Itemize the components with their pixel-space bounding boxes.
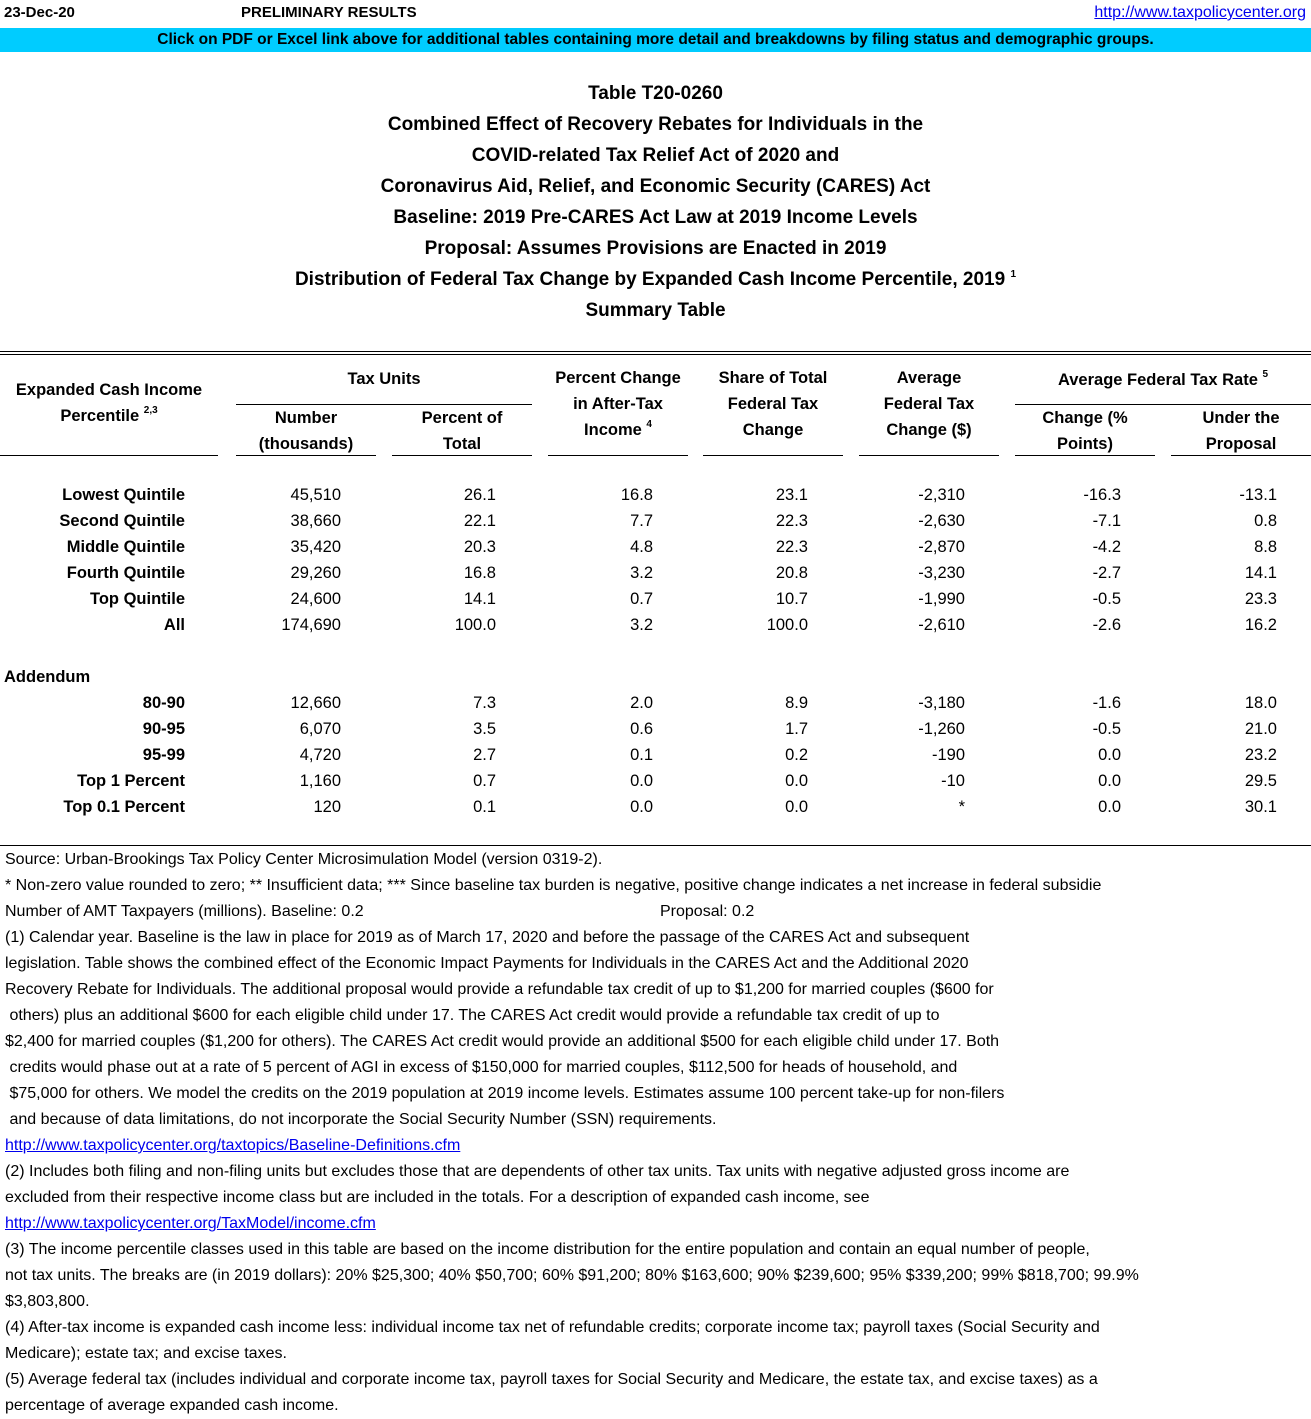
col-number-header: Number (thousands) [258,409,354,453]
cell-avg-change: * [958,798,965,816]
footnote-ref: 1 [1010,269,1017,280]
cell-share: 0.0 [785,772,808,790]
cell-pct-change: 0.0 [630,772,653,790]
cell-pct-change: 4.8 [630,538,653,556]
cell-pct-change: 16.8 [620,486,653,504]
cell-pct-total: 7.3 [473,694,496,712]
cell-rate-change: 0.0 [1098,798,1121,816]
cell-pct-total: 0.1 [473,798,496,816]
row-label: 90-95 [142,720,185,738]
col-percentile-line2: Percentile $^{2,3}$ [60,405,158,425]
underline-share [703,455,843,456]
info-banner [0,28,1311,52]
footnote-line: legislation. Table shows the combined effect of the Economic Impact Payments for Individuals in the CARES Act and the Additional 2020 [5,955,969,972]
col-avg-rate-group: Average Federal Tax Rate $^5$ [1057,369,1269,389]
cell-rate-under: 23.2 [1244,746,1277,764]
cell-pct-change: 7.7 [630,512,653,530]
cell-pct-change: 0.6 [630,720,653,738]
title-line-3: COVID-related Tax Relief Act of 2020 and [471,145,840,166]
table-row [0,535,1311,561]
cell-number: 6,070 [299,720,341,738]
cell-number: 120 [313,798,341,816]
row-label: Middle Quintile [66,538,185,556]
cell-avg-change: -2,610 [918,616,965,634]
cell-avg-change: -3,180 [918,694,965,712]
cell-pct-change: 3.2 [630,616,653,634]
table-row [0,691,1311,717]
cell-pct-change: 3.2 [630,564,653,582]
report-date: 23-Dec-20 [4,4,75,21]
header-rule-top-2 [0,354,1311,355]
col-percent-total-header: Percent of Total [421,409,503,453]
cell-rate-change: -7.1 [1092,512,1121,530]
table-bottom-rule [0,845,1311,846]
row-label: 95-99 [142,746,185,764]
cell-rate-change: -4.2 [1092,538,1121,556]
income-definition-link[interactable]: http://www.taxpolicycenter.org/TaxModel/income.cfm [5,1215,376,1232]
cell-avg-change: -10 [941,772,965,790]
cell-rate-change: 0.0 [1098,772,1121,790]
underline-pct-total [392,455,532,456]
cell-pct-total: 100.0 [454,616,496,634]
footnote-line: Recovery Rebate for Individuals. The additional proposal would provide a refundable tax credit of up to $1,200 for married couples ($600 for [5,981,994,998]
cell-share: 23.1 [775,486,808,504]
cell-rate-change: -16.3 [1083,486,1121,504]
col-percentile-line1: Expanded Cash Income [15,381,203,399]
cell-number: 1,160 [299,772,341,790]
col-rate-change-header: Change (% Points) [1042,409,1128,453]
cell-pct-change: 0.7 [630,590,653,608]
amt-proposal: Proposal: 0.2 [660,903,755,920]
amt-baseline: Number of AMT Taxpayers (millions). Baseline: 0.2 [5,903,364,920]
underline-number [236,455,376,456]
row-label: Fourth Quintile [66,564,185,582]
cell-number: 12,660 [290,694,341,712]
cell-share: 0.2 [785,746,808,764]
cell-rate-change: -2.6 [1092,616,1121,634]
header-rule-top [0,351,1311,352]
cell-avg-change: -2,310 [918,486,965,504]
symbols-note: * Non-zero value rounded to zero; ** Insufficient data; *** Since baseline tax burden is negative, positive change indicates a net increase in federal subsidie [5,877,1102,894]
title-line-4: Coronavirus Aid, Relief, and Economic Security (CARES) Act [380,176,931,197]
cell-rate-under: 0.8 [1254,512,1277,530]
cell-rate-under: 29.5 [1244,772,1277,790]
table-number: Table T20-0260 [588,83,723,104]
col-percent-change-header: Percent Change in After-Tax Income $^4$ [555,369,681,439]
table-row [0,509,1311,535]
footnote-line: (5) Average federal tax (includes individual and corporate income tax, payroll taxes for Social Security and Medicare, the estate tax, and excise taxes) as a [5,1371,1098,1388]
footnote-line: (4) After-tax income is expanded cash income less: individual income tax net of refundable credits; corporate income tax; payroll taxes (Social Security and [5,1319,1100,1336]
cell-pct-total: 14.1 [463,590,496,608]
preliminary-results-label: PRELIMINARY RESULTS [241,4,417,21]
row-label: All [163,616,185,634]
table-row [0,613,1311,639]
baseline-line: Baseline: 2019 Pre-CARES Act Law at 2019 Income Levels [393,207,918,228]
cell-rate-change: 0.0 [1098,746,1121,764]
cell-avg-change: -1,260 [918,720,965,738]
cell-rate-under: 14.1 [1244,564,1277,582]
cell-avg-change: -1,990 [918,590,965,608]
cell-rate-change: -0.5 [1092,590,1121,608]
col-tax-units-group: Tax Units [347,370,421,388]
footnote-line: $3,803,800. [5,1293,90,1310]
table-row [0,483,1311,509]
underline-rate-change [1015,455,1155,456]
row-label: Second Quintile [59,512,185,530]
banner-text: Click on PDF or Excel link above for additional tables containing more detail and breakdowns by filing status and demographic groups. [157,31,1154,48]
cell-number: 45,510 [290,486,341,504]
col-share-header: Share of Total Federal Tax Change [718,369,828,439]
cell-pct-total: 2.7 [473,746,496,764]
cell-rate-change: -0.5 [1092,720,1121,738]
cell-share: 22.3 [775,512,808,530]
cell-share: 0.0 [785,798,808,816]
footnote-line: and because of data limitations, do not incorporate the Social Security Number (SSN) requirements. [5,1111,717,1128]
row-label: Lowest Quintile [62,486,185,504]
cell-avg-change: -2,630 [918,512,965,530]
taxpolicycenter-link[interactable]: http://www.taxpolicycenter.org [1094,4,1306,21]
cell-share: 100.0 [766,616,808,634]
footnote-line: Medicare); estate tax; and excise taxes. [5,1345,287,1362]
cell-number: 29,260 [290,564,341,582]
cell-rate-under: 23.3 [1244,590,1277,608]
cell-rate-under: 16.2 [1244,616,1277,634]
table-row [0,717,1311,743]
cell-rate-under: 8.8 [1254,538,1277,556]
row-label: Top 0.1 Percent [63,798,185,816]
cell-avg-change: -3,230 [918,564,965,582]
row-label: Top Quintile [89,590,185,608]
summary-table-label: Summary Table [585,300,726,321]
footnote-line: not tax units. The breaks are (in 2019 dollars): 20% $25,300; 40% $50,700; 60% $91,200; 80% $163,600; 90% $239,600; 95% $339,200; 99% $818,700; 99.9% [5,1267,1139,1284]
cell-rate-change: -1.6 [1092,694,1121,712]
footnote-line: (3) The income percentile classes used in this table are based on the income distribution for the entire population and contain an equal number of people, [5,1241,1090,1258]
cell-pct-total: 0.7 [473,772,496,790]
cell-number: 4,720 [299,746,341,764]
source-note: Source: Urban-Brookings Tax Policy Center Microsimulation Model (version 0319-2). [5,851,603,868]
underline-rate-under [1171,455,1311,456]
col-avg-change-header: Average Federal Tax Change ($) [883,369,975,439]
baseline-definitions-link[interactable]: http://www.taxpolicycenter.org/taxtopics/Baseline-Definitions.cfm [5,1137,461,1154]
footnote-line: (1) Calendar year. Baseline is the law in place for 2019 as of March 17, 2020 and before the passage of the CARES Act and subsequent [5,929,970,946]
distribution-line [0,269,1311,291]
table-row [0,769,1311,795]
cell-rate-under: -13.1 [1239,486,1277,504]
footnote-line: others) plus an additional $600 for each eligible child under 17. The CARES Act credit would provide a refundable tax credit of up to [5,1007,940,1024]
col-percentile-header [0,377,218,429]
underline-pct-change [548,455,688,456]
cell-pct-change: 0.1 [630,746,653,764]
footnote-line: (2) Includes both filing and non-filing units but excludes those that are dependents of other tax units. Tax units with negative adjusted gross income are [5,1163,1070,1180]
cell-avg-change: -2,870 [918,538,965,556]
cell-pct-total: 20.3 [463,538,496,556]
footnote-line: excluded from their respective income class but are included in the totals. For a description of expanded cash income, see [5,1189,870,1206]
cell-share: 1.7 [785,720,808,738]
table-row [0,795,1311,821]
cell-number: 174,690 [281,616,341,634]
col-rate-under-header: Under the Proposal [1202,409,1280,453]
cell-pct-total: 26.1 [463,486,496,504]
underline-avg-change [859,455,999,456]
cell-rate-under: 30.1 [1244,798,1277,816]
proposal-line: Proposal: Assumes Provisions are Enacted in 2019 [424,238,887,259]
underline-percentile [0,455,218,456]
table-row [0,587,1311,613]
title-line-2: Combined Effect of Recovery Rebates for Individuals in the [387,114,924,135]
table-row [0,743,1311,769]
cell-rate-under: 21.0 [1244,720,1277,738]
footnote-line: $75,000 for others. We model the credits on the 2019 population at 2019 income levels. Estimates assume 100 percent take-up for non-filers [5,1085,1005,1102]
cell-number: 35,420 [290,538,341,556]
cell-pct-change: 0.0 [630,798,653,816]
footnote-line: credits would phase out at a rate of 5 percent of AGI in excess of $150,000 for married couples, $112,500 for heads of household, and [5,1059,958,1076]
row-label: 80-90 [142,694,185,712]
cell-share: 22.3 [775,538,808,556]
row-label: Top 1 Percent [77,772,185,790]
cell-rate-under: 18.0 [1244,694,1277,712]
cell-pct-change: 2.0 [630,694,653,712]
cell-avg-change: -190 [931,746,965,764]
footnote-line: $2,400 for married couples ($1,200 for others). The CARES Act credit would provide an additional $500 for each eligible child under 17. Both [5,1033,1000,1050]
cell-share: 10.7 [775,590,808,608]
distribution-text: Distribution of Federal Tax Change by Expanded Cash Income Percentile, 2019 [294,269,1006,290]
cell-share: 20.8 [775,564,808,582]
table-row [0,561,1311,587]
footnote-line: percentage of average expanded cash income. [5,1397,339,1414]
cell-number: 38,660 [290,512,341,530]
cell-pct-total: 16.8 [463,564,496,582]
cell-pct-total: 22.1 [463,512,496,530]
cell-pct-total: 3.5 [473,720,496,738]
cell-rate-change: -2.7 [1092,564,1121,582]
addendum-label: Addendum [4,668,91,686]
cell-number: 24,600 [290,590,341,608]
cell-share: 8.9 [785,694,808,712]
